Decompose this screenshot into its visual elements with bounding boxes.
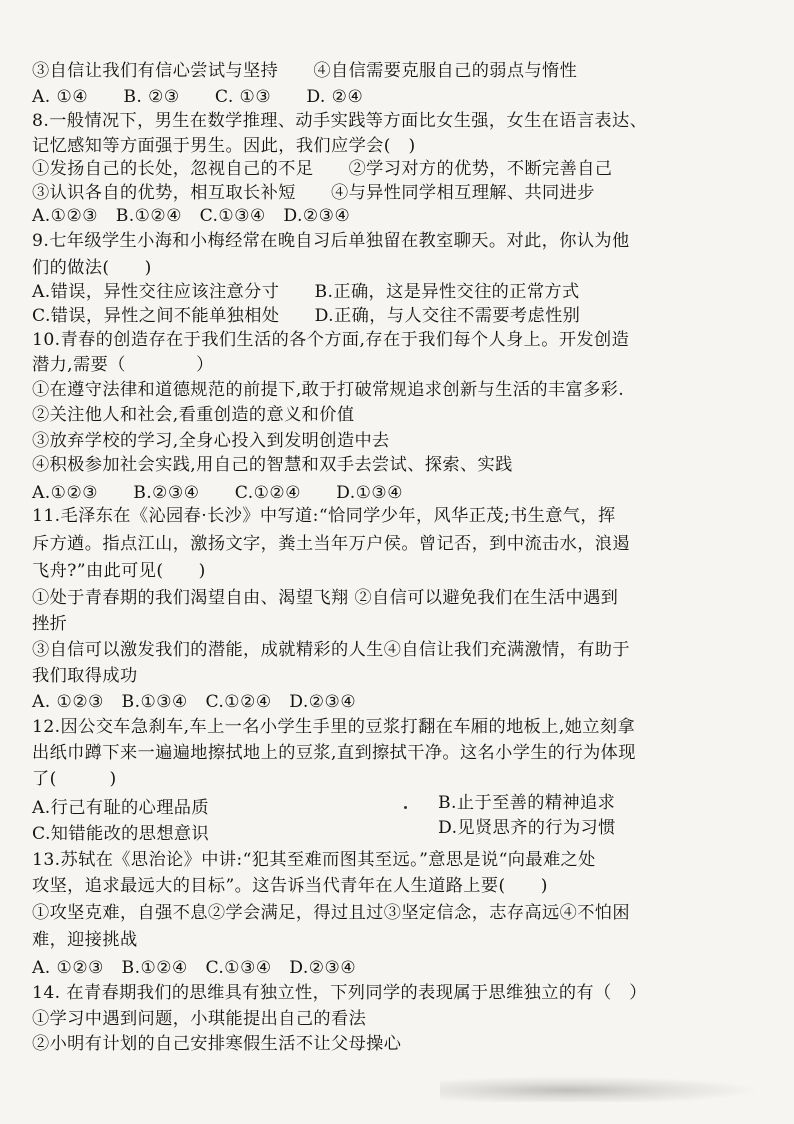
text-line: 挫折 (32, 614, 68, 634)
question-12: 12.因公交车急刹车,车上一名小学生手里的豆浆打翻在车厢的地板上,她立刻拿 (32, 717, 636, 737)
text-line: ③认识各自的优势，相互取长补短 ④与异性同学相互理解、共同进步 (32, 183, 595, 203)
text-line: 斥方遒。指点江山，激扬文字，粪土当年万户侯。曾记否，到中流击水，浪遏 (32, 534, 630, 554)
question-11: 11.毛泽东在《沁园春·长沙》中写道:“恰同学少年，风华正茂;书生意气，挥 (32, 506, 616, 526)
question-10: 10.青春的创造存在于我们生活的各个方面,存在于我们每个人身上。开发创造 (32, 330, 630, 350)
text-line: ①攻坚克难，自强不息②学会满足，得过且过③坚定信念，志存高远④不怕困 (32, 903, 630, 923)
text-line: 了( ) (32, 769, 117, 789)
option-b: B.止于至善的精神追求 (438, 793, 616, 813)
answer-options: A.①②③ B.①②④ C.①③④ D.②③④ (32, 206, 351, 226)
text-line: ③自信让我们有信心尝试与坚持 ④自信需要克服自己的弱点与惰性 (32, 61, 578, 81)
text-line: ①处于青春期的我们渴望自由、渴望飞翔 ②自信可以避免我们在生活中遇到 (32, 588, 619, 608)
answer-options: A. ①④ B. ②③ C. ①③ D. ②④ (32, 87, 364, 107)
question-14: 14. 在青春期我们的思维具有独立性，下列同学的表现属于思维独立的有（ ） (32, 983, 647, 1003)
question-9: 9.七年级学生小海和小梅经常在晚自习后单独留在教室聊天。对此，你认为他 (32, 231, 630, 251)
text-line: 潜力,需要（ ） (32, 355, 214, 375)
scan-smudge (440, 1076, 760, 1102)
answer-options: A. ①②③ B.①②④ C.①③④ D.②③④ (32, 958, 357, 978)
text-line: ②小明有计划的自己安排寒假生活不让父母操心 (32, 1034, 402, 1054)
text-line: ③放弃学校的学习,全身心投入到发明创造中去 (32, 431, 390, 451)
text-line: ①发扬自己的长处，忽视自己的不足 ②学习对方的优势，不断完善自己 (32, 159, 613, 179)
text-line: ②关注他人和社会,看重创造的意义和价值 (32, 405, 355, 425)
text-line: ③自信可以激发我们的潜能，成就精彩的人生④自信让我们充满激情，有助于 (32, 640, 630, 660)
text-line: 出纸巾蹲下来一遍遍地擦拭地上的豆浆,直到擦拭干净。这名小学生的行为体现 (32, 743, 636, 763)
answer-options: A.①②③ B.②③④ C.①②④ D.①③④ (32, 483, 404, 503)
option-a: A.行己有耻的心理品质 (32, 798, 209, 818)
option-c: C.知错能改的思想意识 (32, 824, 210, 844)
text-line: ④积极参加社会实践,用自己的智慧和双手去尝试、探索、实践 (32, 455, 513, 475)
text-line: 难，迎接挑战 (32, 930, 138, 950)
stray-mark (404, 806, 407, 809)
question-13: 13.苏轼在《思治论》中讲:“犯其至难而图其至远。”意思是说“向最难之处 (32, 850, 596, 870)
option-d: D.见贤思齐的行为习惯 (438, 818, 616, 838)
text-line: 记忆感知等方面强于男生。因此，我们应学会( ) (32, 136, 416, 156)
text-line: A.错误，异性交往应该注意分寸 B.正确，这是异性交往的正常方式 (32, 282, 580, 302)
answer-options: A. ①②③ B.①③④ C.①②④ D.②③④ (32, 692, 357, 712)
text-line: 我们取得成功 (32, 666, 138, 686)
text-line: ①在遵守法律和道德规范的前提下,敢于打破常规追求创新与生活的丰富多彩. (32, 380, 625, 400)
text-line: 飞舟?”由此可见( ) (32, 561, 206, 581)
text-line: 们的做法( ) (32, 258, 152, 278)
text-line: ①学习中遇到问题，小琪能提出自己的看法 (32, 1009, 367, 1029)
text-line: C.错误，异性之间不能单独相处 D.正确，与人交往不需要考虑性别 (32, 306, 581, 326)
text-line: 攻坚，追求最远大的目标”。这告诉当代青年在人生道路上要( ) (32, 876, 548, 896)
question-8: 8.一般情况下，男生在数学推理、动手实践等方面比女生强，女生在语言表达、 (32, 111, 648, 131)
